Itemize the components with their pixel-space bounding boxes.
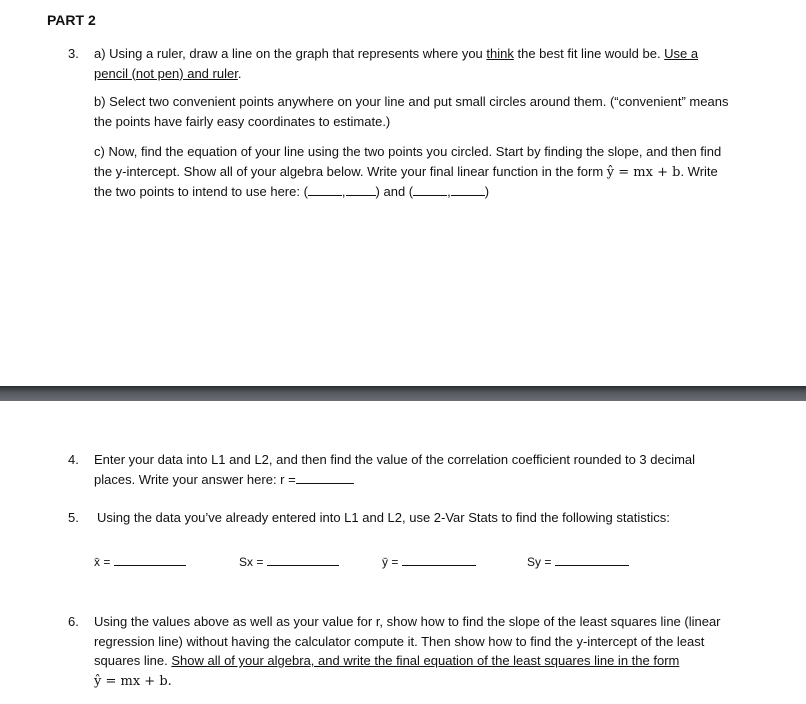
q3c-formula: ŷ = mx + b [606,164,681,180]
point1-y-blank[interactable] [346,183,376,196]
q6-formula: ŷ = mx + b. [94,673,172,689]
question-4 [94,450,764,489]
stat-xbar [94,553,186,573]
q3b-line1: b) Select two convenient points anywhere on your line and put small circles around them. (“convenient” means [94,94,729,109]
sy-blank[interactable] [555,553,629,566]
question-6-number: 6. [68,614,79,629]
q3a-end: . [237,65,242,81]
stat-sy [527,553,629,573]
ybar-blank[interactable] [402,553,476,566]
q4-line1: Enter your data into L1 and L2, and then find the value of the correlation coefficient rounded to 3 decimal [94,452,696,467]
question-6 [94,612,784,691]
question-3c [94,142,764,202]
question-5: Using the data you’ve already entered into L1 and L2, use 2-Var Stats to find the following statistics: [97,510,670,525]
q3a-underline-2: pencil (not pen) and ruler [94,65,238,81]
sy-label: Sy = [527,555,552,569]
q3c-and: ) and ( [375,184,414,199]
question-3b [94,92,764,131]
q3c-comma-1: , [341,184,346,199]
q6-line3-underlined: Show all of your algebra, and write the final equation of the least squares line in the form [171,653,680,668]
question-4-number: 4. [68,452,79,467]
part-title: PART 2 [47,12,96,28]
q3a-think: think [486,46,514,61]
q3a-underline-1: Use a [664,46,699,61]
q3c-line2-end: . Write [680,163,718,179]
q3c-close: ) [484,184,490,199]
q6-line2: regression line) without having the calculator compute it. Then show how to find the y-intercept of the least [94,633,705,649]
sx-label: Sx = [239,555,264,569]
stat-ybar [382,553,476,573]
q4-line2: places. Write your answer here: r = [94,471,296,487]
point2-y-blank[interactable] [451,183,485,196]
q3a-text: a) Using a ruler, draw a line on the graph that represents where you [94,46,487,61]
page-divider [0,386,806,401]
q3c-line2: the y-intercept. Show all of your algebra below. Write your final linear function in the form [94,163,607,179]
question-5-number: 5. [68,510,79,525]
q3c-line3: the two points to intend to use here: ( [94,184,308,199]
question-3-number: 3. [68,46,79,61]
q3c-comma-2: , [447,184,451,199]
xbar-label: x̄ = [94,555,111,569]
q3b-line2: the points have fairly easy coordinates to estimate.) [94,113,391,129]
q6-line1: Using the values above as well as your value for r, show how to find the slope of the least squares line (linear [94,614,721,629]
xbar-blank[interactable] [114,553,186,566]
sx-blank[interactable] [267,553,339,566]
point2-x-blank[interactable] [413,183,447,196]
r-answer-blank[interactable] [296,471,354,484]
q6-line3: squares line. [94,653,172,668]
question-3a [94,44,764,83]
stat-sx [239,553,339,573]
q3c-line1: c) Now, find the equation of your line using the two points you circled. Start by finding the slope, and then find [94,144,722,159]
q3a-mid: the best fit line would be. [513,46,665,61]
point1-x-blank[interactable] [308,183,342,196]
ybar-label: ȳ = [382,555,399,569]
